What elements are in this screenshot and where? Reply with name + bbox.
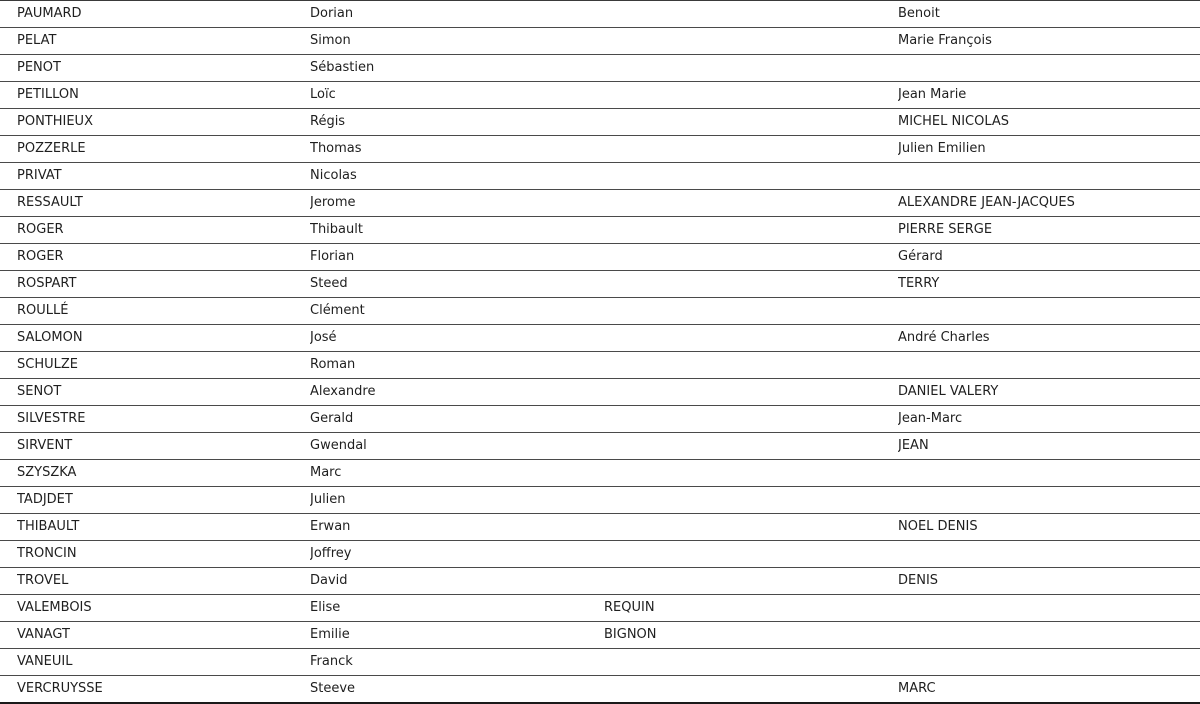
maiden-name-cell: [604, 55, 884, 81]
last-name-cell: POZZERLE: [17, 141, 86, 156]
first-name-cell: Erwan: [310, 519, 351, 534]
table-row: [0, 271, 1200, 298]
first-name-cell: Gwendal: [310, 438, 367, 453]
other-names-cell: MARC: [898, 681, 936, 696]
table-row: [0, 379, 1200, 406]
other-names-cell: [898, 487, 1188, 513]
other-names-cell: PIERRE SERGE: [898, 222, 993, 237]
maiden-name-cell: [604, 406, 884, 432]
first-name-cell: Joffrey: [310, 546, 352, 561]
table-row: [0, 676, 1200, 704]
last-name-cell: TRONCIN: [17, 546, 77, 561]
other-names-cell: Jean-Marc: [898, 411, 963, 426]
table-row: [0, 433, 1200, 460]
other-names-cell: DANIEL VALERY: [898, 384, 999, 399]
last-name-cell: ROGER: [17, 249, 64, 264]
last-name-cell: PONTHIEUX: [17, 114, 93, 129]
last-name-cell: VANEUIL: [17, 654, 73, 669]
last-name-cell: RESSAULT: [17, 195, 83, 210]
other-names-cell: JEAN: [898, 438, 929, 453]
other-names-cell: Jean Marie: [898, 87, 967, 102]
first-name-cell: Franck: [310, 654, 353, 669]
last-name-cell: PELAT: [17, 33, 57, 48]
last-name-cell: PAUMARD: [17, 6, 82, 21]
first-name-cell: Julien: [310, 492, 346, 507]
other-names-cell: [898, 163, 1188, 189]
maiden-name-cell: [604, 1, 884, 27]
maiden-name-cell: [604, 136, 884, 162]
last-name-cell: SZYSZKA: [17, 465, 77, 480]
table-row: [0, 109, 1200, 136]
last-name-cell: VANAGT: [17, 627, 70, 642]
maiden-name-cell: [604, 676, 884, 702]
first-name-cell: José: [310, 330, 337, 345]
maiden-name-cell: [604, 28, 884, 54]
last-name-cell: TADJDET: [17, 492, 73, 507]
other-names-cell: Gérard: [898, 249, 943, 264]
table-row: [0, 649, 1200, 676]
other-names-cell: [898, 352, 1188, 378]
first-name-cell: Simon: [310, 33, 351, 48]
last-name-cell: THIBAULT: [17, 519, 80, 534]
table-row: [0, 82, 1200, 109]
first-name-cell: Elise: [310, 600, 341, 615]
other-names-cell: Julien Emilien: [898, 141, 986, 156]
last-name-cell: ROULLÉ: [17, 303, 69, 318]
maiden-name-cell: [604, 541, 884, 567]
other-names-cell: Benoit: [898, 6, 940, 21]
first-name-cell: Nicolas: [310, 168, 357, 183]
other-names-cell: [898, 541, 1188, 567]
table-row: [0, 28, 1200, 55]
last-name-cell: PRIVAT: [17, 168, 62, 183]
table-row: [0, 55, 1200, 82]
first-name-cell: Clément: [310, 303, 365, 318]
other-names-cell: [898, 460, 1188, 486]
first-name-cell: Jerome: [310, 195, 356, 210]
other-names-cell: ALEXANDRE JEAN-JACQUES: [898, 195, 1075, 210]
first-name-cell: Thomas: [310, 141, 362, 156]
last-name-cell: SALOMON: [17, 330, 83, 345]
last-name-cell: SIRVENT: [17, 438, 73, 453]
table-row: [0, 298, 1200, 325]
first-name-cell: Régis: [310, 114, 346, 129]
maiden-name-cell: [604, 244, 884, 270]
last-name-cell: PETILLON: [17, 87, 79, 102]
maiden-name-cell: [604, 298, 884, 324]
maiden-name-cell: [604, 352, 884, 378]
maiden-name-cell: [604, 109, 884, 135]
maiden-name-cell: REQUIN: [604, 600, 655, 615]
table-row: [0, 406, 1200, 433]
table-row: [0, 190, 1200, 217]
first-name-cell: Emilie: [310, 627, 350, 642]
table-row: [0, 568, 1200, 595]
first-name-cell: Sébastien: [310, 60, 375, 75]
maiden-name-cell: [604, 514, 884, 540]
table-row: [0, 163, 1200, 190]
other-names-cell: [898, 622, 1188, 648]
first-name-cell: Thibault: [310, 222, 363, 237]
maiden-name-cell: [604, 460, 884, 486]
last-name-cell: VALEMBOIS: [17, 600, 92, 615]
other-names-cell: André Charles: [898, 330, 990, 345]
first-name-cell: Florian: [310, 249, 355, 264]
table-row: [0, 487, 1200, 514]
last-name-cell: SENOT: [17, 384, 62, 399]
table-row: [0, 622, 1200, 649]
table-row: [0, 514, 1200, 541]
other-names-cell: [898, 649, 1188, 675]
maiden-name-cell: [604, 487, 884, 513]
other-names-cell: [898, 55, 1188, 81]
other-names-cell: TERRY: [898, 276, 940, 291]
table-row: [0, 541, 1200, 568]
table-row: [0, 352, 1200, 379]
first-name-cell: Steed: [310, 276, 348, 291]
last-name-cell: SCHULZE: [17, 357, 78, 372]
maiden-name-cell: [604, 271, 884, 297]
first-name-cell: Loïc: [310, 87, 336, 102]
other-names-cell: NOEL DENIS: [898, 519, 978, 534]
last-name-cell: ROSPART: [17, 276, 77, 291]
maiden-name-cell: [604, 325, 884, 351]
maiden-name-cell: [604, 217, 884, 243]
table-row: [0, 460, 1200, 487]
maiden-name-cell: [604, 379, 884, 405]
first-name-cell: Roman: [310, 357, 356, 372]
maiden-name-cell: [604, 568, 884, 594]
first-name-cell: Steeve: [310, 681, 356, 696]
other-names-cell: [898, 595, 1188, 621]
other-names-cell: Marie François: [898, 33, 992, 48]
last-name-cell: ROGER: [17, 222, 64, 237]
first-name-cell: Alexandre: [310, 384, 376, 399]
table-row: [0, 244, 1200, 271]
maiden-name-cell: [604, 649, 884, 675]
table-row: [0, 325, 1200, 352]
last-name-cell: PENOT: [17, 60, 61, 75]
first-name-cell: Marc: [310, 465, 342, 480]
first-name-cell: Gerald: [310, 411, 354, 426]
other-names-cell: [898, 298, 1188, 324]
last-name-cell: SILVESTRE: [17, 411, 86, 426]
first-name-cell: Dorian: [310, 6, 354, 21]
maiden-name-cell: BIGNON: [604, 627, 657, 642]
last-name-cell: TROVEL: [17, 573, 69, 588]
maiden-name-cell: [604, 163, 884, 189]
maiden-name-cell: [604, 433, 884, 459]
maiden-name-cell: [604, 82, 884, 108]
other-names-cell: DENIS: [898, 573, 939, 588]
table-row: [0, 217, 1200, 244]
last-name-cell: VERCRUYSSE: [17, 681, 103, 696]
table-row: [0, 1, 1200, 28]
other-names-cell: MICHEL NICOLAS: [898, 114, 1010, 129]
first-name-cell: David: [310, 573, 348, 588]
maiden-name-cell: [604, 190, 884, 216]
table-row: [0, 595, 1200, 622]
table-row: [0, 136, 1200, 163]
